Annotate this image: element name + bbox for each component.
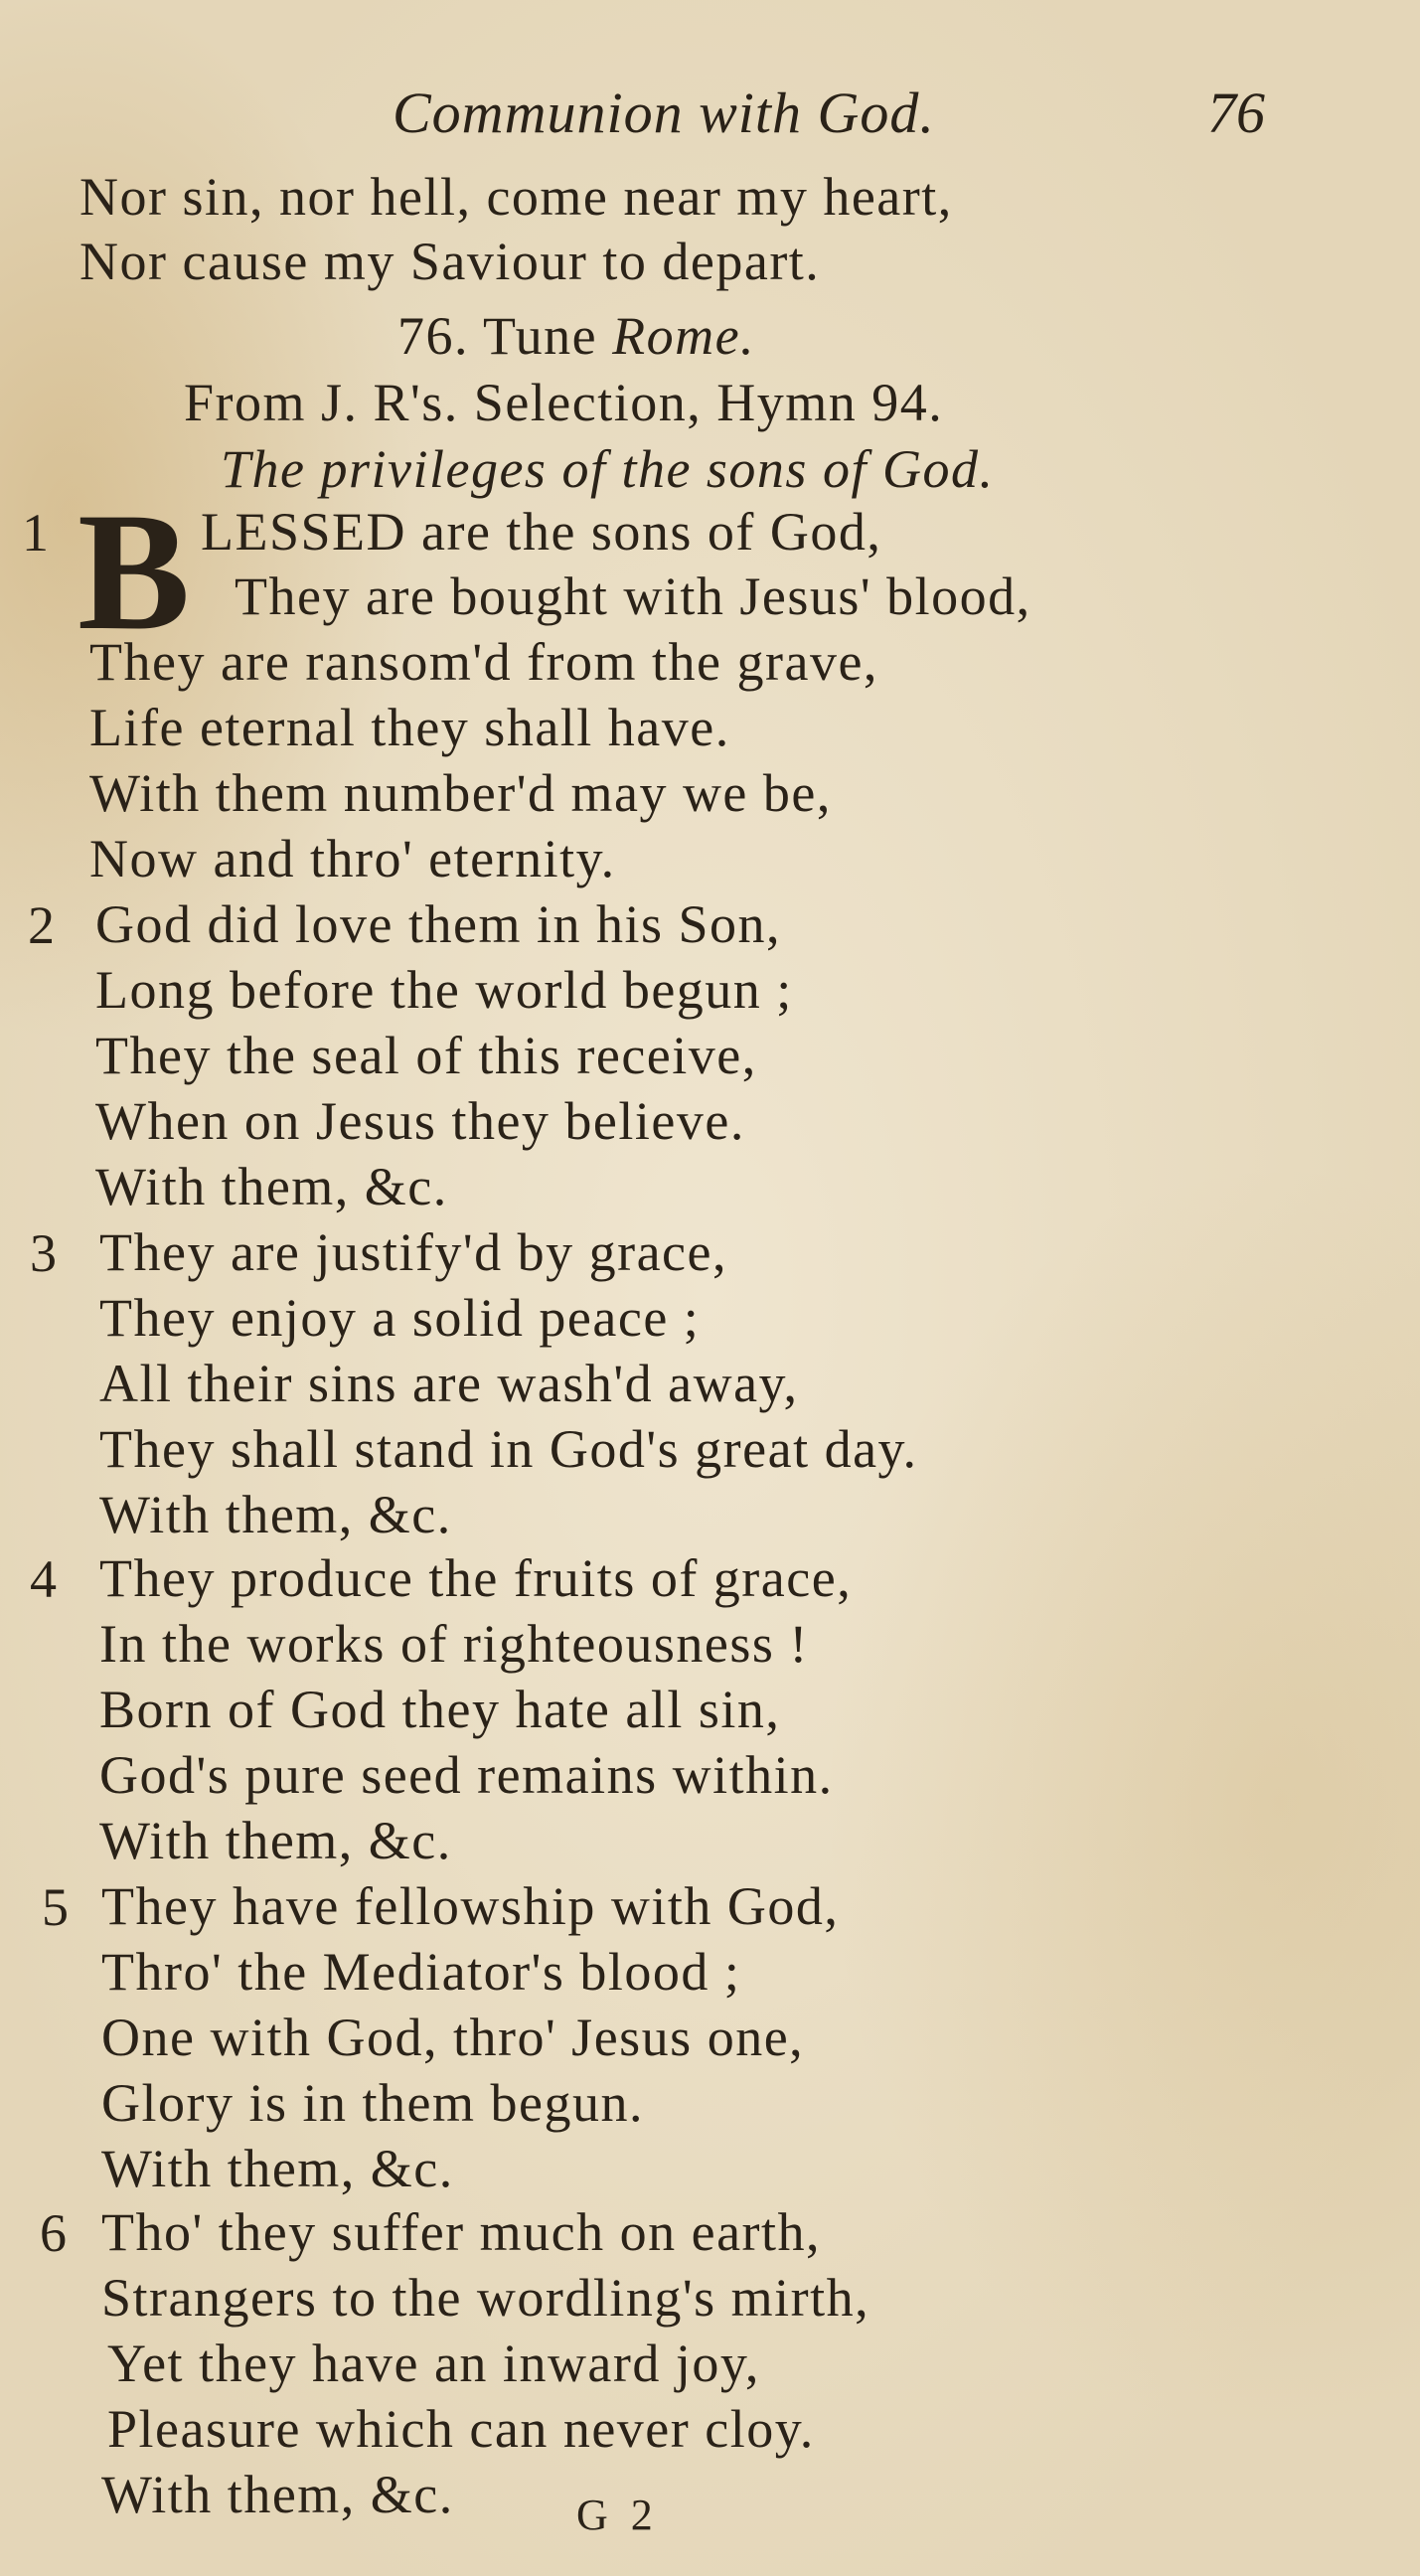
verse-line: With them, &c. xyxy=(95,1157,448,1216)
verse-line: Pleasure which can never cloy. xyxy=(107,2399,815,2459)
drop-cap: B xyxy=(78,478,191,665)
verse-line: With them, &c. xyxy=(101,2465,454,2524)
prev-hymn-line: Nor sin, nor hell, come near my heart, xyxy=(79,167,953,227)
verse-line: All their sins are wash'd away, xyxy=(99,1354,799,1413)
tune-name: Rome. xyxy=(612,306,756,366)
hymn-title: The privileges of the sons of God. xyxy=(221,439,995,499)
verse-line: God did love them in his Son, xyxy=(95,894,781,954)
signature-mark: G 2 xyxy=(576,2491,659,2539)
verse-line: They the seal of this receive, xyxy=(95,1026,757,1085)
verse-line: They shall stand in God's great day. xyxy=(99,1419,918,1479)
hymn-source: From J. R's. Selection, Hymn 94. xyxy=(184,373,944,432)
verse-line: When on Jesus they believe. xyxy=(95,1091,745,1151)
verse-line: One with God, thro' Jesus one, xyxy=(101,2008,805,2067)
hymn-number-tune-prefix: 76. Tune xyxy=(397,306,598,366)
verse-line: Glory is in them begun. xyxy=(101,2073,644,2133)
verse-line: They produce the fruits of grace, xyxy=(99,1548,853,1608)
verse-line: They are ransom'd from the grave, xyxy=(89,632,878,692)
page-number: 76 xyxy=(1207,80,1265,145)
verse-line: Long before the world begun ; xyxy=(95,960,793,1020)
verse-line: With them, &c. xyxy=(99,1485,452,1544)
verse-line: They are justify'd by grace, xyxy=(99,1222,727,1282)
verse-line: Born of God they hate all sin, xyxy=(99,1680,781,1739)
verse-line: LESSED are the sons of God, xyxy=(201,502,882,562)
verse-number: 4 xyxy=(30,1549,57,1609)
verse-line: They enjoy a solid peace ; xyxy=(99,1288,701,1348)
verse-line: Life eternal they shall have. xyxy=(89,698,730,757)
verse-line: They are bought with Jesus' blood, xyxy=(235,566,1031,626)
verse-number: 2 xyxy=(28,895,55,955)
hymn-number-tune xyxy=(397,306,755,366)
verse-line: Tho' they suffer much on earth, xyxy=(101,2202,822,2262)
verse-line: With them, &c. xyxy=(101,2139,454,2198)
verse-number: 6 xyxy=(40,2203,67,2263)
verse-line: Yet they have an inward joy, xyxy=(107,2334,760,2393)
running-head xyxy=(0,80,1420,149)
prev-hymn-line: Nor cause my Saviour to depart. xyxy=(79,232,821,291)
verse-line: They have fellowship with God, xyxy=(101,1876,840,1936)
verse-line: God's pure seed remains within. xyxy=(99,1745,834,1805)
verse-line: In the works of righteousness ! xyxy=(99,1614,809,1674)
verse-line: With them number'd may we be, xyxy=(89,763,832,823)
verse-line: With them, &c. xyxy=(99,1811,452,1870)
verse-line: Now and thro' eternity. xyxy=(89,829,616,888)
verse-line: Thro' the Mediator's blood ; xyxy=(101,1942,741,2002)
verse-number: 5 xyxy=(42,1877,69,1937)
verse-number: 3 xyxy=(30,1223,57,1283)
running-title: Communion with God. xyxy=(393,80,935,145)
verse-number: 1 xyxy=(22,503,49,563)
verse-line: Strangers to the wordling's mirth, xyxy=(101,2268,870,2328)
